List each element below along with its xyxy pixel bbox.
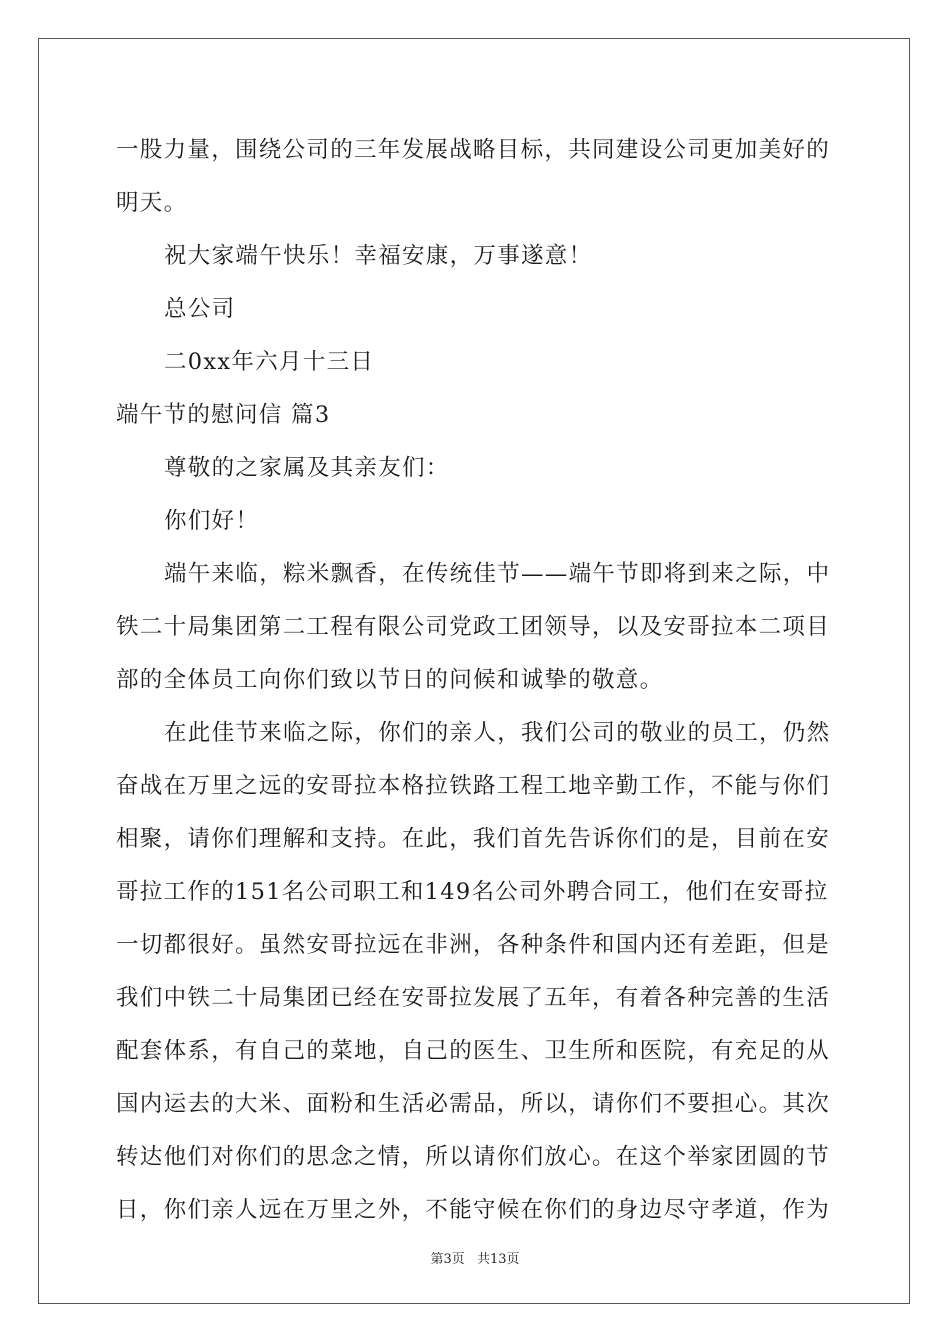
paragraph: 在此佳节来临之际，你们的亲人，我们公司的敬业的员工，仍然奋战在万里之远的安哥拉本格拉铁路工程工地辛勤工作，不能与你们相聚，请你们理解和支持。在此，我们首先告诉你们的是，目前在安哥拉工作的151名公司职工和149名公司外聘合同工，他们在安哥拉一切都很好。虽然安哥拉远在非洲，各种条件和国内还有差距，但是我们中铁二十局集团已经在安哥拉发展了五年，有着各种完善的生活配套体系，有自己的菜地，自己的医生、卫生所和医院，有充足的从国内运去的大米、面粉和生活必需品，所以，请你们不要担心。其次转达他们对你们的思念之情，所以请你们放心。在这个举家团圆的节日，你们亲人远在万里之外，不能守候在你们的身边尽守孝道，作为 [116,720,831,1223]
paragraph: 一股力量，围绕公司的三年发展战略目标，共同建设公司更加美好的明天。 [116,137,831,216]
page-footer [0,1248,950,1267]
paragraph: 端午来临，粽米飘香，在传统佳节——端午节即将到来之际，中铁二十局集团第二工程有限公司党政工团领导，以及安哥拉本二项目部的全体员工向你们致以节日的问候和诚挚的敬意。 [116,561,831,693]
document-body [116,124,836,1237]
signature-date: 二0xx年六月十三日 [164,349,375,375]
salutation: 尊敬的之家属及其亲友们： [164,455,450,481]
total-pages: 共13页 [476,1252,520,1267]
signature-company: 总公司 [164,296,236,322]
section-title: 端午节的慰问信 篇3 [116,402,331,428]
greeting: 你们好！ [164,508,260,534]
page-number: 第3页 [430,1252,465,1267]
paragraph: 祝大家端午快乐！幸福安康，万事遂意！ [164,243,593,269]
